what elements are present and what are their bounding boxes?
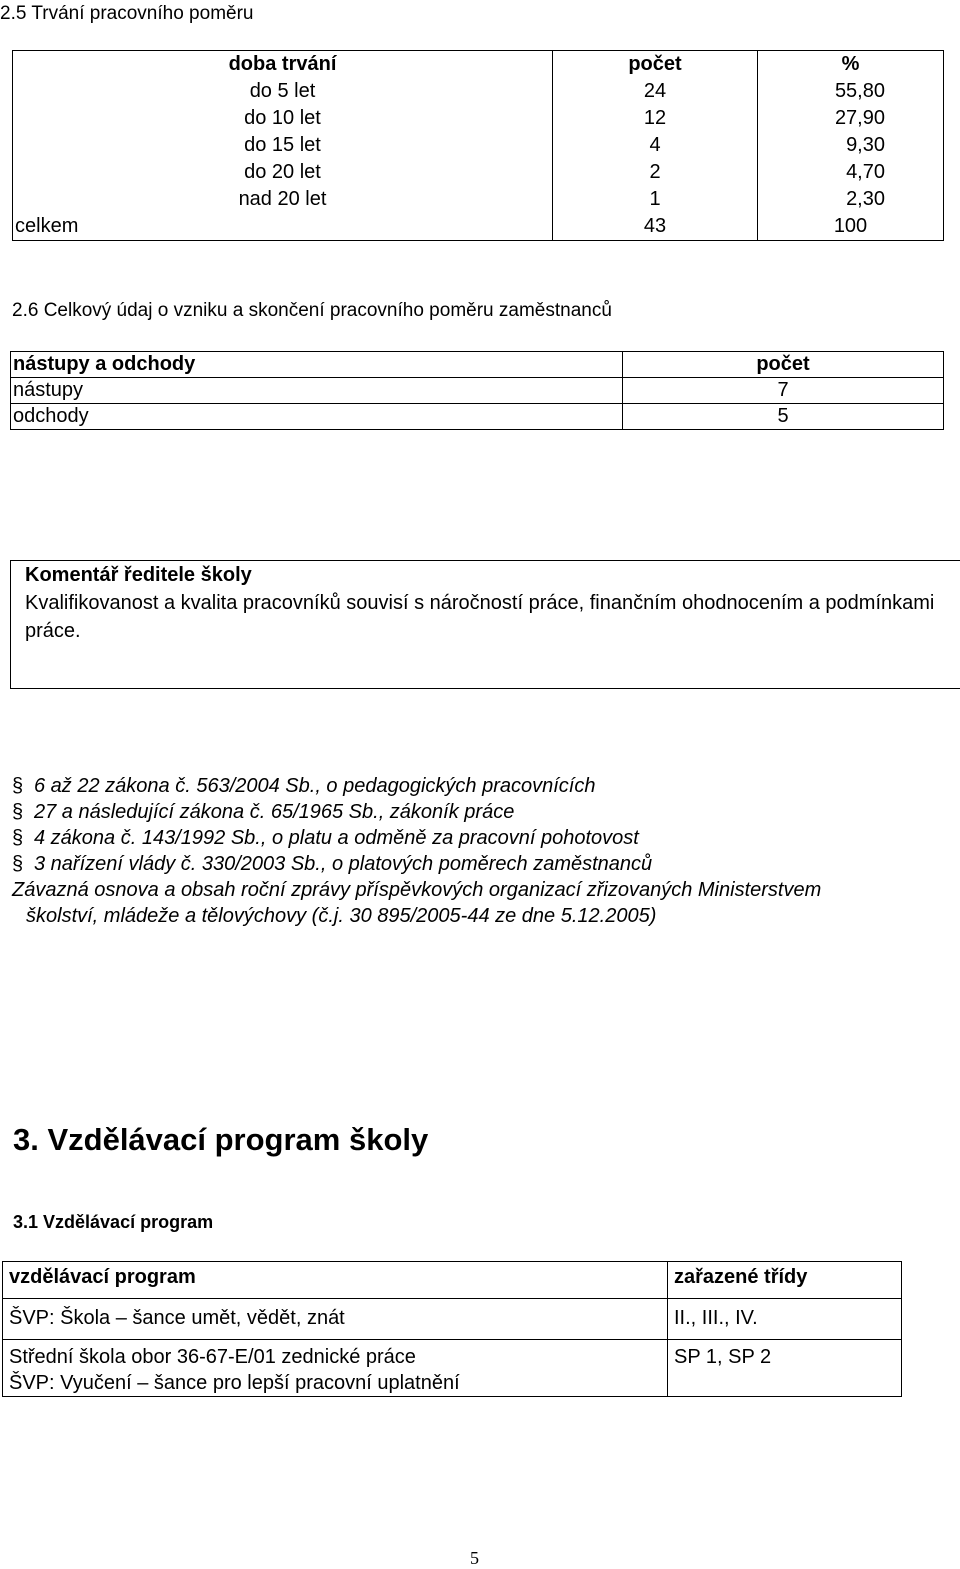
comment-title: Komentář ředitele školy (25, 564, 252, 586)
row-value: 5 (623, 404, 944, 430)
comment-text: Kvalifikovanost a kvalita pracovníků souvisí s náročností práce, finančním ohodnocením a podmínkami práce. (25, 592, 935, 642)
table-header-row (3, 1262, 902, 1299)
duration-cell: do 5 let (13, 78, 553, 105)
footnote-text: 3 nařízení vlády č. 330/2003 Sb., o platových poměrech zaměstnanců (34, 853, 653, 875)
program-cell (3, 1340, 668, 1397)
count-cell: 1 (553, 186, 758, 213)
footnote-closing-line: Závazná osnova a obsah roční zprávy příspěvkových organizací zřizovaných Ministerstvem (12, 879, 822, 901)
count-cell: 2 (553, 159, 758, 186)
percent-cell: 4,70 (758, 159, 944, 186)
table-row (13, 132, 944, 159)
footnote-text: 4 zákona č. 143/1992 Sb., o platu a odměně za pracovní pohotovost (34, 827, 639, 849)
table-row (11, 404, 944, 430)
section-sign-icon: § (12, 827, 24, 849)
table-row (13, 105, 944, 132)
header-percent: % (758, 51, 944, 79)
footnote-text: 27 a následující zákona č. 65/1965 Sb., zákoník práce (34, 801, 515, 823)
header-duration: doba trvání (13, 51, 553, 79)
table-row (13, 186, 944, 213)
table-row (3, 1340, 902, 1397)
page-number: 5 (470, 1548, 479, 1568)
duration-cell: do 15 let (13, 132, 553, 159)
table-header-row (13, 51, 944, 79)
percent-cell: 55,80 (758, 78, 944, 105)
education-program-table (2, 1261, 902, 1397)
table-total-row (13, 213, 944, 241)
percent-cell: 27,90 (758, 105, 944, 132)
footnote-item (12, 825, 952, 851)
duration-cell: nad 20 let (13, 186, 553, 213)
director-comment-box (10, 560, 960, 689)
section-3-heading: 3. Vzdělávací program školy (13, 1122, 429, 1157)
program-cell: ŠVP: Škola – šance umět, vědět, znát (3, 1299, 668, 1340)
table-header-row (11, 352, 944, 378)
legal-footnotes (12, 773, 952, 929)
footnote-text: 6 až 22 zákona č. 563/2004 Sb., o pedagogických pracovnících (34, 775, 596, 797)
header-program: vzdělávací program (3, 1262, 668, 1299)
header-count: počet (553, 51, 758, 79)
total-percent: 100 (758, 213, 944, 241)
program-line: ŠVP: Vyučení – šance pro lepší pracovní uplatnění (9, 1372, 460, 1394)
footnote-closing-line: školství, mládeže a tělovýchovy (č.j. 30 895/2005-44 ze dne 5.12.2005) (26, 905, 657, 927)
employment-duration-table (12, 50, 944, 241)
count-cell: 24 (553, 78, 758, 105)
header-hires-departures: nástupy a odchody (11, 352, 623, 378)
section-3-1-heading: 3.1 Vzdělávací program (13, 1212, 214, 1232)
table-row (11, 378, 944, 404)
hires-departures-table (10, 351, 944, 430)
section-sign-icon: § (12, 801, 24, 823)
classes-cell: II., III., IV. (668, 1299, 902, 1340)
footnote-item (12, 799, 952, 825)
count-cell: 12 (553, 105, 758, 132)
section-sign-icon: § (12, 853, 24, 875)
total-count: 43 (553, 213, 758, 241)
section-2-6-heading: 2.6 Celkový údaj o vzniku a skončení pracovního poměru zaměstnanců (12, 300, 612, 321)
section-2-5-heading: 2.5 Trvání pracovního poměru (0, 3, 254, 24)
percent-cell: 2,30 (758, 186, 944, 213)
row-label: nástupy (11, 378, 623, 404)
classes-cell: SP 1, SP 2 (668, 1340, 902, 1397)
row-label: odchody (11, 404, 623, 430)
table-row (3, 1299, 902, 1340)
section-sign-icon: § (12, 775, 24, 797)
count-cell: 4 (553, 132, 758, 159)
duration-cell: do 10 let (13, 105, 553, 132)
footnote-item (12, 773, 952, 799)
total-label: celkem (13, 213, 553, 241)
header-count: počet (623, 352, 944, 378)
duration-cell: do 20 let (13, 159, 553, 186)
program-line: Střední škola obor 36-67-E/01 zednické práce (9, 1346, 416, 1368)
percent-cell: 9,30 (758, 132, 944, 159)
row-value: 7 (623, 378, 944, 404)
header-classes: zařazené třídy (668, 1262, 902, 1299)
table-row (13, 159, 944, 186)
footnote-item (12, 851, 952, 877)
table-row (13, 78, 944, 105)
